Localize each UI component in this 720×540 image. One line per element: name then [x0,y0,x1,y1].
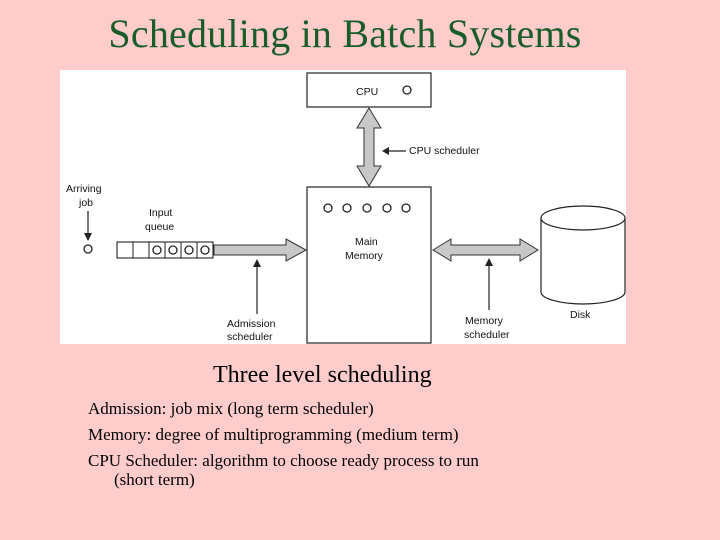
input-queue-label-1: Input [149,207,173,219]
cpu-scheduler-label: CPU scheduler [409,145,480,157]
arriving-job-label-2: job [79,197,94,209]
arriving-job-circle [84,245,92,253]
slide-title: Scheduling in Batch Systems [108,11,582,56]
memory-disk-arrow [433,239,538,261]
admission-label-1: Admission [227,318,276,330]
note-admission: Admission: job mix (long term scheduler) [88,399,374,418]
note-cpu-scheduler: CPU Scheduler: algorithm to choose ready process to run [88,451,479,470]
note-memory: Memory: degree of multiprogramming (medium term) [88,425,459,444]
diagram-caption: Three level scheduling [213,362,432,388]
main-memory-label-2: Memory [345,250,383,262]
queue-memory-arrow [214,239,306,261]
arriving-job-label-1: Arriving [66,183,102,195]
disk-cylinder [541,206,625,304]
memory-scheduler-label-1: Memory [465,315,503,327]
admission-scheduler-pointer [253,259,261,314]
cpu-label: CPU [356,86,379,98]
scheduling-diagram [60,70,626,344]
cpu-box [307,73,431,107]
memory-scheduler-pointer [485,258,493,310]
note-cpu-scheduler-term: (short term) [114,470,195,489]
input-queue-label-2: queue [145,221,175,233]
disk-label: Disk [570,309,591,321]
main-memory-label-1: Main [355,236,378,248]
cpu-memory-arrow [357,108,381,186]
notes-list [88,396,588,490]
arriving-job-arrow [84,211,92,241]
memory-scheduler-label-2: scheduler [464,329,510,341]
admission-label-2: scheduler [227,331,273,343]
input-queue [117,242,213,258]
main-memory-box [307,187,431,343]
cpu-scheduler-pointer [382,147,406,155]
